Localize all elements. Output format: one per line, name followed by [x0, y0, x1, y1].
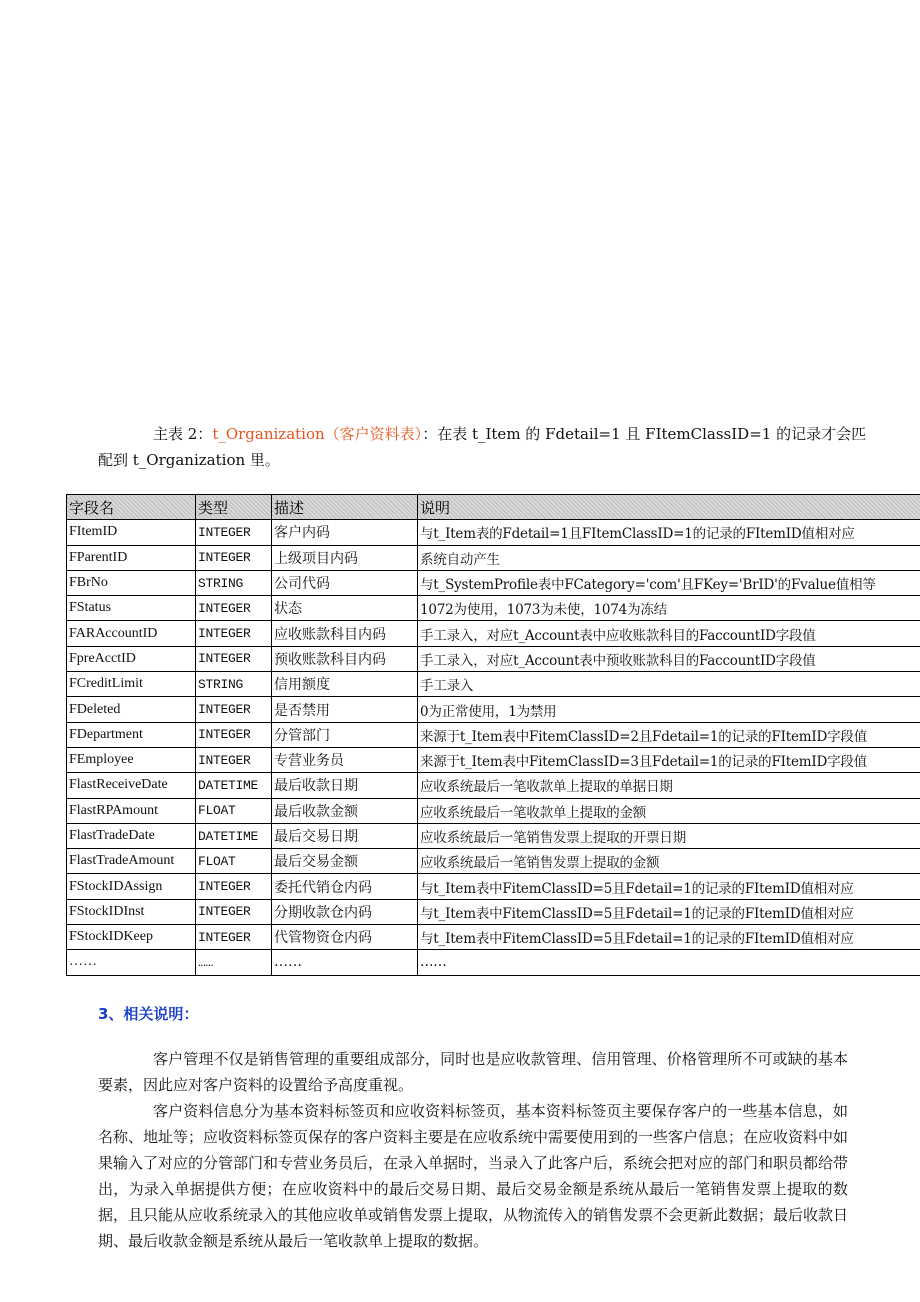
table-row [67, 520, 920, 545]
cell-type: INTEGER [196, 697, 272, 722]
cell-field-name: FItemID [67, 520, 196, 545]
cell-type: INTEGER [196, 520, 272, 545]
cell-field-name: FlastRPAmount [67, 798, 196, 823]
table-row [67, 798, 920, 823]
cell-notes: 应收系统最后一笔收款单上提取的单据日期 [418, 773, 920, 798]
cell-description: 最后收款日期 [272, 773, 418, 798]
cell-field-name: FDepartment [67, 722, 196, 747]
cell-type: STRING [196, 570, 272, 595]
cell-field-name: FStockIDKeep [67, 925, 196, 950]
cell-notes: 与t_Item表中FitemClassID=5且Fdetail=1的记录的FItemID值相对应 [418, 874, 920, 899]
paragraph: 客户资料信息分为基本资料标签页和应收资料标签页，基本资料标签页主要保存客户的一些基本信息，如名称、地址等；应收资料标签页保存的客户资料主要是在应收系统中需要使用到的一些客户信息；在应收资料中如果输入了对应的分管部门和专营业务员后，在录入单据时，当录入了此客户后，系统会把对应的部门和职员都给带出，为录入单据提供方便；在应收资料中的最后交易日期、最后交易金额是系统从最后一笔销售发票上提取的数据，且只能从应收系统录入的其他应收单或销售发票上提取，从物流传入的销售发票不会更新此数据；最后收款日期、最后收款金额是系统从最后一笔收款单上提取的数据。 [98, 1102, 849, 1250]
cell-type: INTEGER [196, 545, 272, 570]
cell-notes: …… [418, 950, 920, 975]
table-row [67, 697, 920, 722]
table-row [67, 899, 920, 924]
cell-description: 最后交易金额 [272, 849, 418, 874]
cell-type: DATETIME [196, 773, 272, 798]
cell-description: 最后收款金额 [272, 798, 418, 823]
cell-type: STRING [196, 672, 272, 697]
cell-description: 上级项目内码 [272, 545, 418, 570]
table-row [67, 722, 920, 747]
cell-description: 预收账款科目内码 [272, 646, 418, 671]
cell-field-name: FlastTradeDate [67, 823, 196, 848]
cell-type: FLOAT [196, 849, 272, 874]
cell-description: 客户内码 [272, 520, 418, 545]
cell-description: 专营业务员 [272, 747, 418, 772]
cell-notes: 应收系统最后一笔销售发票上提取的金额 [418, 849, 920, 874]
table-row [67, 570, 920, 595]
cell-field-name: …… [67, 950, 196, 975]
cell-description: …… [272, 950, 418, 975]
table-row [67, 874, 920, 899]
cell-notes: 来源于t_Item表中FitemClassID=2且Fdetail=1的记录的FItemID字段值 [418, 722, 920, 747]
intro-line-2: 配到 t_Organization 里。 [98, 451, 280, 469]
cell-type: INTEGER [196, 874, 272, 899]
header-description: 描述 [272, 495, 418, 520]
table-row [67, 545, 920, 570]
cell-field-name: FlastReceiveDate [67, 773, 196, 798]
intro-line-1-rest: ：在表 t_Item 的 Fdetail=1 且 FItemClassID=1 的记录才会匹 [422, 425, 867, 443]
field-table-container [66, 494, 920, 976]
cell-type: …… [196, 950, 272, 975]
cell-description: 信用额度 [272, 672, 418, 697]
cell-description: 最后交易日期 [272, 823, 418, 848]
cell-notes: 与t_Item表中FitemClassID=5且Fdetail=1的记录的FItemID值相对应 [418, 899, 920, 924]
cell-field-name: FARAccountID [67, 621, 196, 646]
intro-prefix: 主表 2： [153, 425, 213, 443]
cell-type: INTEGER [196, 747, 272, 772]
header-field-name: 字段名 [67, 495, 196, 520]
table-row [67, 950, 920, 975]
section-title: 3、相关说明： [98, 1005, 199, 1023]
cell-field-name: FlastTradeAmount [67, 849, 196, 874]
cell-type: INTEGER [196, 925, 272, 950]
table-row [67, 925, 920, 950]
cell-notes: 0为正常使用，1为禁用 [418, 697, 920, 722]
cell-field-name: FStockIDInst [67, 899, 196, 924]
cell-field-name: FStatus [67, 596, 196, 621]
cell-notes: 与t_SystemProfile表中FCategory='com'且FKey='BrID'的Fvalue值相等 [418, 570, 920, 595]
cell-type: INTEGER [196, 646, 272, 671]
cell-notes: 系统自动产生 [418, 545, 920, 570]
table-row [67, 596, 920, 621]
cell-field-name: FParentID [67, 545, 196, 570]
cell-type: DATETIME [196, 823, 272, 848]
cell-notes: 应收系统最后一笔收款单上提取的金额 [418, 798, 920, 823]
cell-notes: 应收系统最后一笔销售发票上提取的开票日期 [418, 823, 920, 848]
table-row [67, 773, 920, 798]
table-name-highlight: t_Organization（客户资料表） [212, 425, 423, 443]
cell-type: INTEGER [196, 621, 272, 646]
body-text [98, 1046, 848, 1254]
cell-field-name: FStockIDAssign [67, 874, 196, 899]
table-row [67, 747, 920, 772]
table-header-row [67, 495, 920, 520]
cell-description: 公司代码 [272, 570, 418, 595]
cell-field-name: FDeleted [67, 697, 196, 722]
field-table [66, 494, 920, 976]
cell-notes: 与t_Item表中FitemClassID=5且Fdetail=1的记录的FItemID值相对应 [418, 925, 920, 950]
cell-notes: 来源于t_Item表中FitemClassID=3且Fdetail=1的记录的FItemID字段值 [418, 747, 920, 772]
cell-description: 分期收款仓内码 [272, 899, 418, 924]
cell-field-name: FCreditLimit [67, 672, 196, 697]
cell-field-name: FEmployee [67, 747, 196, 772]
cell-notes: 与t_Item表的Fdetail=1且FItemClassID=1的记录的FItemID值相对应 [418, 520, 920, 545]
cell-notes: 手工录入 [418, 672, 920, 697]
cell-type: INTEGER [196, 596, 272, 621]
cell-description: 分管部门 [272, 722, 418, 747]
cell-type: INTEGER [196, 722, 272, 747]
cell-description: 委托代销仓内码 [272, 874, 418, 899]
cell-field-name: FBrNo [67, 570, 196, 595]
table-body [67, 520, 920, 975]
cell-description: 状态 [272, 596, 418, 621]
cell-field-name: FpreAcctID [67, 646, 196, 671]
header-notes: 说明 [418, 495, 920, 520]
intro-line-1 [98, 421, 867, 447]
table-row [67, 823, 920, 848]
intro-paragraph [98, 421, 867, 473]
cell-type: INTEGER [196, 899, 272, 924]
header-type: 类型 [196, 495, 272, 520]
cell-type: FLOAT [196, 798, 272, 823]
cell-notes: 手工录入，对应t_Account表中预收账款科目的FaccountID字段值 [418, 646, 920, 671]
cell-notes: 手工录入，对应t_Account表中应收账款科目的FaccountID字段值 [418, 621, 920, 646]
cell-description: 应收账款科目内码 [272, 621, 418, 646]
table-row [67, 621, 920, 646]
table-row [67, 646, 920, 671]
paragraph: 客户管理不仅是销售管理的重要组成部分，同时也是应收款管理、信用管理、价格管理所不可或缺的基本要素，因此应对客户资料的设置给予高度重视。 [98, 1050, 848, 1094]
cell-notes: 1072为使用，1073为未使，1074为冻结 [418, 596, 920, 621]
cell-description: 是否禁用 [272, 697, 418, 722]
cell-description: 代管物资仓内码 [272, 925, 418, 950]
table-row [67, 672, 920, 697]
table-row [67, 849, 920, 874]
